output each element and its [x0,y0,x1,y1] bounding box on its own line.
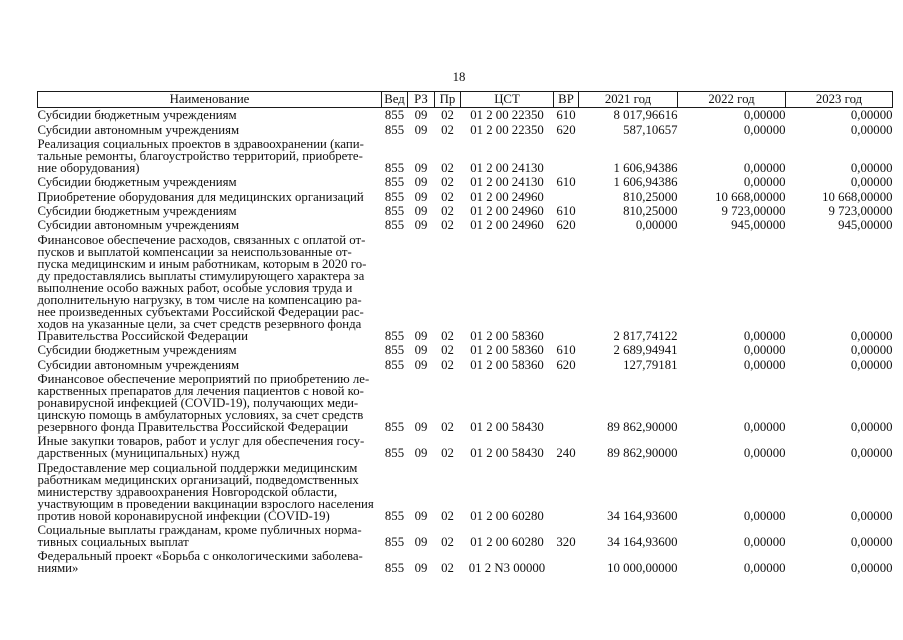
cell-vr [554,233,579,343]
cell-2022: 0,00000 [743,508,786,523]
cell-2021: 2 689,94941 [613,343,678,358]
name-line: нее произведенных субъектами Российской Федерации рас- [37,304,364,319]
cell-ved: 855 [384,108,405,123]
cell-rz: 09 [414,561,428,576]
name-line: дополнительную нагрузку, в том числе на компенсацию ра- [37,292,362,307]
cell-rz: 09 [414,218,428,233]
cell-cst: 01 2 00 24960 [470,218,544,233]
cell-2022: 0,00000 [743,175,786,190]
name-line: министерству здравоохранения Новгородской области, [37,484,338,499]
cell-2022: 945,00000 [731,218,786,233]
cell-2023: 0,00000 [850,108,893,123]
cell-name [38,549,382,575]
cell-name [38,372,382,434]
cell-vr: 620 [556,122,576,137]
table-row [38,122,893,136]
header-name: Наименование [38,92,382,108]
cell-vr [554,137,579,175]
cell-rz: 09 [414,204,428,219]
cell-ved: 855 [384,328,405,343]
cell-cst: 01 2 00 60280 [470,535,544,550]
cell-pr: 02 [441,218,454,233]
cell-2022: 0,00000 [743,357,786,372]
name-line: работникам медицинских организаций, подведомственных [37,472,359,487]
table-body [38,108,893,576]
name-line: Финансовое обеспечение мероприятий по приобретению ле- [37,371,370,386]
cell-2021: 810,25000 [623,189,678,204]
cell-pr: 02 [441,175,454,190]
table-row [38,549,893,575]
name-line: пусков и выплатой компенсации за неиспользованные от- [37,244,352,259]
name-line: Федеральный проект «Борьба с онкологическими заболева- [37,549,363,564]
cell-ved: 855 [384,508,405,523]
cell-cst: 01 2 00 24130 [470,160,544,175]
cell-rz: 09 [414,419,428,434]
cell-2021: 8 017,96616 [613,108,678,123]
cell-2022: 0,00000 [743,446,786,461]
cell-cst: 01 2 N3 00000 [468,561,546,576]
cell-rz: 09 [414,175,428,190]
table-row [38,204,893,218]
cell-ved: 855 [384,343,405,358]
header-rz: РЗ [408,92,435,108]
name-line: тивных социальных выплат [37,535,189,550]
cell-name [38,108,382,123]
cell-2022: 0,00000 [743,561,786,576]
cell-pr: 02 [441,108,454,123]
name-line: ние оборудования) [37,160,140,175]
cell-name [38,122,382,136]
header-vr: ВР [554,92,579,108]
table-row [38,218,893,232]
cell-vr: 620 [556,357,576,372]
name-line: против новой коронавирусной инфекции (COVID-19) [37,508,330,523]
name-line: резервного фонда Правительства Российской Федерации [37,419,349,434]
cell-cst: 01 2 00 24960 [470,204,544,219]
name-line: пуска медицинским и иным работникам, которым в 2020 го- [37,256,367,271]
table-header [38,92,893,108]
table-row [38,372,893,434]
cell-2021: 2 817,74122 [613,328,678,343]
cell-ved: 855 [384,419,405,434]
name-line: Субсидии бюджетным учреждениям [37,108,237,123]
cell-rz: 09 [414,189,428,204]
cell-name [38,434,382,460]
name-line: ду предоставлялись выплаты стимулирующего характера за [37,268,365,283]
cell-vr: 620 [556,218,576,233]
cell-2021: 0,00000 [635,218,678,233]
cell-pr: 02 [441,535,454,550]
cell-pr: 02 [441,160,454,175]
name-line: Иные закупки товаров, работ и услуг для обеспечения госу- [37,434,365,449]
cell-2021: 810,25000 [623,204,678,219]
cell-pr: 02 [441,357,454,372]
cell-ved: 855 [384,446,405,461]
cell-2022: 0,00000 [743,160,786,175]
cell-2023: 0,00000 [850,357,893,372]
page-number: 18 [452,70,466,84]
name-line: Субсидии автономным учреждениям [37,357,240,372]
name-line: карственных препаратов для лечения пациентов с новой ко- [37,383,364,398]
header-cst: ЦСТ [461,92,554,108]
cell-2023: 0,00000 [850,122,893,137]
cell-2023: 0,00000 [850,419,893,434]
name-line: ниями» [37,561,79,576]
cell-rz: 09 [414,160,428,175]
name-line: Субсидии бюджетным учреждениям [37,204,237,219]
cell-name [38,218,382,232]
cell-ved: 855 [384,160,405,175]
cell-rz: 09 [414,535,428,550]
cell-name [38,461,382,523]
header-ved: Вед [382,92,408,108]
table-row [38,357,893,371]
cell-cst: 01 2 00 58360 [470,343,544,358]
cell-pr: 02 [441,204,454,219]
cell-ved: 855 [384,218,405,233]
header-2023: 2023 год [786,92,893,108]
cell-vr: 610 [556,204,576,219]
name-line: участвующим в проведении вакцинации взрослого населения [37,496,374,511]
table-row [38,175,893,189]
header-2022: 2022 год [678,92,786,108]
table-row [38,108,893,123]
cell-pr: 02 [441,508,454,523]
cell-2023: 0,00000 [850,160,893,175]
table-row [38,343,893,357]
table-row [38,523,893,549]
header-pr: Пр [435,92,461,108]
cell-name [38,190,382,204]
cell-2023: 0,00000 [850,328,893,343]
cell-rz: 09 [414,357,428,372]
cell-vr: 320 [556,535,576,550]
cell-ved: 855 [384,175,405,190]
cell-vr [554,372,579,434]
name-line: Финансовое обеспечение расходов, связанных с оплатой от- [37,232,366,247]
cell-cst: 01 2 00 22350 [470,108,544,123]
cell-cst: 01 2 00 24130 [470,175,544,190]
name-line: Правительства Российской Федерации [37,328,248,343]
cell-vr: 610 [556,343,576,358]
cell-2023: 945,00000 [838,218,893,233]
cell-rz: 09 [414,446,428,461]
cell-2023: 0,00000 [850,508,893,523]
cell-name [38,204,382,218]
cell-rz: 09 [414,328,428,343]
cell-name [38,357,382,371]
table-row [38,461,893,523]
cell-2021: 34 164,93600 [607,535,678,550]
name-line: цинскую помощь в амбулаторных условиях, за счет средств [37,407,364,422]
cell-name [38,175,382,189]
cell-name [38,233,382,343]
cell-cst: 01 2 00 58430 [470,419,544,434]
cell-2021: 127,79181 [623,357,678,372]
table-row [38,233,893,343]
table-row [38,137,893,175]
cell-2021: 1 606,94386 [613,160,678,175]
name-line: Субсидии бюджетным учреждениям [37,175,237,190]
cell-cst: 01 2 00 22350 [470,122,544,137]
cell-ved: 855 [384,561,405,576]
cell-vr: 610 [556,175,576,190]
cell-2021: 10 000,00000 [607,561,678,576]
cell-2023: 0,00000 [850,561,893,576]
cell-pr: 02 [441,189,454,204]
cell-2021: 89 862,90000 [607,419,678,434]
cell-vr [554,190,579,204]
cell-pr: 02 [441,328,454,343]
cell-2022: 0,00000 [743,343,786,358]
cell-rz: 09 [414,122,428,137]
cell-vr: 610 [556,108,576,123]
cell-2021: 587,10657 [623,122,678,137]
cell-cst: 01 2 00 24960 [470,189,544,204]
cell-name [38,343,382,357]
cell-cst: 01 2 00 58430 [470,446,544,461]
name-line: выполнение особо важных работ, особые условия труда и [37,280,353,295]
name-line: тальные ремонты, благоустройство территорий, приобрете- [37,148,363,163]
budget-table [37,91,893,576]
cell-vr [554,461,579,523]
cell-pr: 02 [441,446,454,461]
name-line: Субсидии бюджетным учреждениям [37,343,237,358]
cell-ved: 855 [384,189,405,204]
cell-ved: 855 [384,122,405,137]
cell-2023: 9 723,00000 [828,204,893,219]
cell-2022: 0,00000 [743,535,786,550]
cell-cst: 01 2 00 58360 [470,357,544,372]
cell-2022: 0,00000 [743,328,786,343]
cell-pr: 02 [441,561,454,576]
cell-2022: 10 668,00000 [715,189,786,204]
cell-ved: 855 [384,204,405,219]
cell-2023: 0,00000 [850,535,893,550]
cell-2022: 0,00000 [743,108,786,123]
cell-2023: 0,00000 [850,343,893,358]
cell-rz: 09 [414,343,428,358]
cell-2023: 0,00000 [850,175,893,190]
table-header-row [38,92,893,108]
cell-vr [554,549,579,575]
cell-2022: 0,00000 [743,122,786,137]
cell-name [38,137,382,175]
cell-2022: 9 723,00000 [721,204,786,219]
cell-2021: 1 606,94386 [613,175,678,190]
name-line: Социальные выплаты гражданам, кроме публичных норма- [37,523,362,538]
name-line: Приобретение оборудования для медицинских организаций [37,189,364,204]
name-line: ронавирусной инфекцией (COVID-19), получающих меди- [37,395,359,410]
cell-2021: 34 164,93600 [607,508,678,523]
name-line: Предоставление мер социальной поддержки медицинским [37,460,358,475]
cell-2023: 10 668,00000 [822,189,893,204]
cell-pr: 02 [441,343,454,358]
cell-cst: 01 2 00 58360 [470,328,544,343]
name-line: ходов на указанные цели, за счет средств резервного фонда [37,316,362,331]
cell-rz: 09 [414,508,428,523]
name-line: Субсидии автономным учреждениям [37,218,240,233]
cell-rz: 09 [414,108,428,123]
cell-pr: 02 [441,122,454,137]
cell-cst: 01 2 00 60280 [470,508,544,523]
cell-2021: 89 862,90000 [607,446,678,461]
cell-name [38,523,382,549]
name-line: Реализация социальных проектов в здравоохранении (капи- [37,136,364,151]
cell-2022: 0,00000 [743,419,786,434]
name-line: Субсидии автономным учреждениям [37,122,240,137]
cell-ved: 855 [384,357,405,372]
cell-ved: 855 [384,535,405,550]
cell-2023: 0,00000 [850,446,893,461]
cell-vr: 240 [556,446,576,461]
cell-pr: 02 [441,419,454,434]
header-2021: 2021 год [579,92,678,108]
table-row [38,190,893,204]
name-line: дарственных (муниципальных) нужд [37,446,240,461]
table-row [38,434,893,460]
